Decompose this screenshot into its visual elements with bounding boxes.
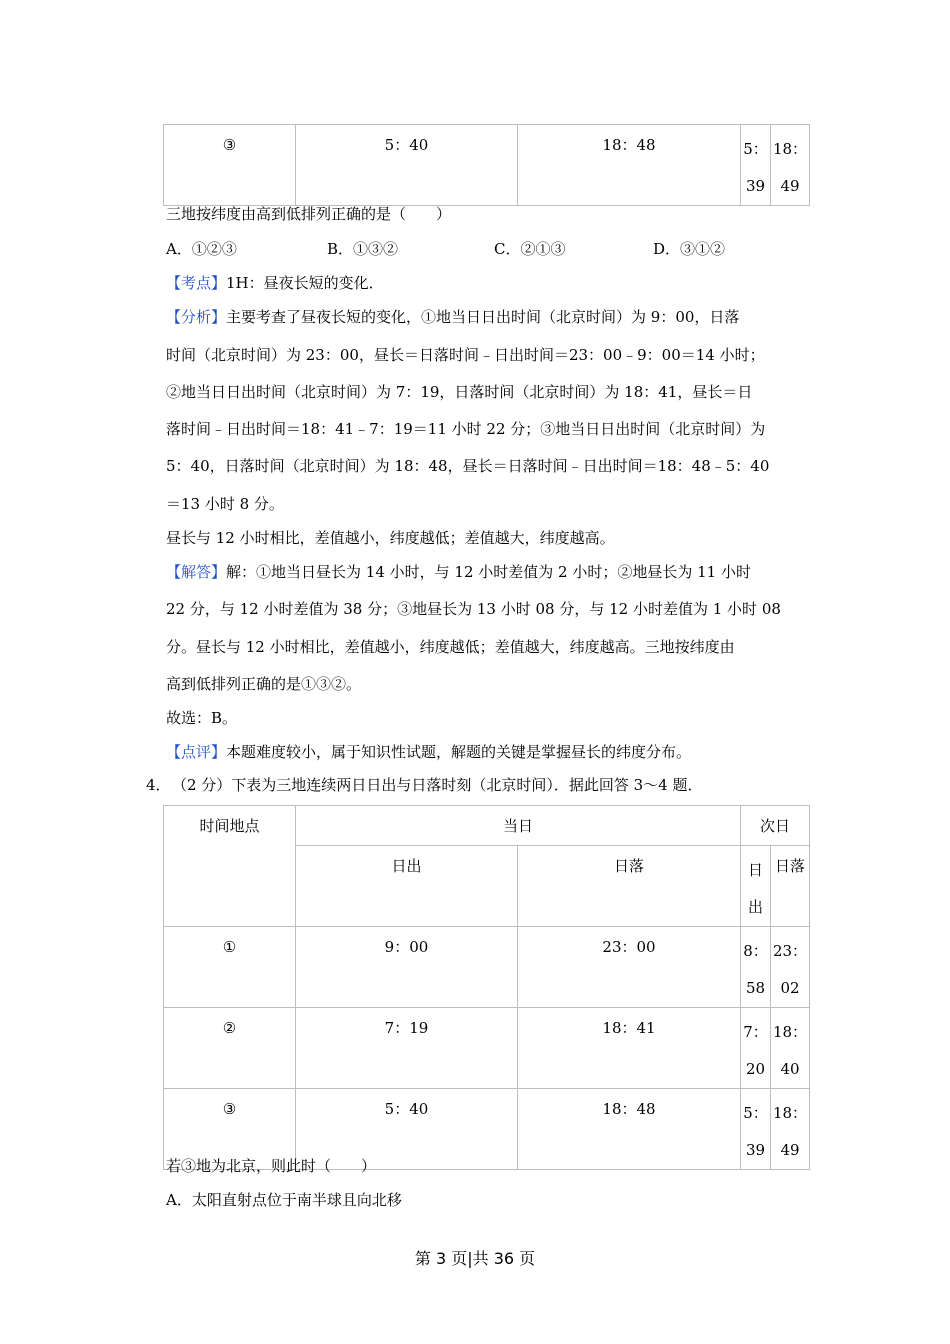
- fenxi-line: ＝13 小时 8 分。: [166, 495, 284, 513]
- dianping-tag: 【点评】: [166, 743, 227, 761]
- header-next: 次日: [741, 806, 810, 846]
- fenxi-line: 5：40，日落时间（北京时间）为 18：48，昼长＝日落时间﹣日出时间＝18：48﹣5：40: [166, 457, 770, 475]
- header-place: 时间地点: [164, 806, 296, 927]
- question-stem: 三地按纬度由高到低排列正确的是（ ）: [166, 205, 452, 223]
- header-rise: 日出: [296, 846, 518, 927]
- jieda-tag: 【解答】: [166, 563, 227, 581]
- fenxi-line: 落时间﹣日出时间＝18：41﹣7：19＝11 小时 22 分；③地当日日出时间（北京时间）为: [166, 420, 766, 438]
- table-cell: 5：40: [296, 125, 518, 206]
- table-cell: 5：40: [296, 1089, 518, 1170]
- table-cell: 18：49: [771, 1089, 810, 1170]
- table-row: [164, 1008, 810, 1089]
- dianping-text: 本题难度较小，属于知识性试题，解题的关键是掌握昼长的纬度分布。: [226, 743, 692, 761]
- dianping: [166, 742, 691, 762]
- table-cell: 18：49: [771, 125, 810, 206]
- table-cell: ①: [164, 927, 296, 1008]
- jieda: [166, 562, 751, 582]
- option-c: C．②①③: [494, 240, 566, 258]
- header-next-set: 日落: [771, 846, 810, 927]
- table-cell: 18：40: [771, 1008, 810, 1089]
- table-cell: 7：20: [741, 1008, 771, 1089]
- table-cell: 7：19: [296, 1008, 518, 1089]
- question-text: 若③地为北京，则此时（ ）: [166, 1157, 377, 1175]
- kaodian-tag: 【考点】: [166, 274, 227, 292]
- header-today: 当日: [296, 806, 741, 846]
- option-d: D．③①②: [653, 240, 726, 258]
- option-a: A．太阳直射点位于南半球且向北移: [166, 1191, 402, 1209]
- table-cell: 5：39: [741, 1089, 771, 1170]
- header-next-rise: 日出: [741, 846, 771, 927]
- jieda-line: 高到低排列正确的是①③②。: [166, 675, 362, 693]
- table-cell: 23：02: [771, 927, 810, 1008]
- jieda-line: 解：①地当日昼长为 14 小时，与 12 小时差值为 2 小时；②地昼长为 11 小时: [226, 563, 751, 581]
- question-stem: （2 分）下表为三地连续两日日出与日落时刻（北京时间）．据此回答 3～4 题．: [172, 776, 703, 794]
- fenxi-line: 昼长与 12 小时相比，差值越小，纬度越低；差值越大，纬度越高。: [166, 529, 615, 547]
- table-row: [164, 927, 810, 1008]
- table-cell: 18：41: [518, 1008, 741, 1089]
- kaodian: [166, 273, 384, 293]
- fenxi: [166, 307, 739, 327]
- table-cell: 8：58: [741, 927, 771, 1008]
- jieda-line: 分。昼长与 12 小时相比，差值越小，纬度越低；差值越大，纬度越高。三地按纬度由: [166, 638, 735, 656]
- option-a: A．①②③: [166, 240, 237, 258]
- table-cell: 18：48: [518, 1089, 741, 1170]
- option-b: B．①③②: [327, 240, 399, 258]
- page-footer: 第 3 页|共 36 页: [414, 1249, 536, 1268]
- table-cell: 18：48: [518, 125, 741, 206]
- table-cell: 9：00: [296, 927, 518, 1008]
- table-cell: 5：39: [741, 125, 771, 206]
- table-cell: 23：00: [518, 927, 741, 1008]
- jieda-line: 故选：B。: [166, 709, 238, 727]
- table-cell: ②: [164, 1008, 296, 1089]
- kaodian-text: 1H：昼夜长短的变化．: [226, 274, 384, 292]
- jieda-line: 22 分，与 12 小时差值为 38 分；③地昼长为 13 小时 08 分，与 12 小时差值为 1 小时 08: [166, 600, 781, 618]
- table-cell: ③: [164, 1089, 296, 1170]
- top-table: [163, 124, 810, 206]
- fenxi-line: ②地当日日出时间（北京时间）为 7：19，日落时间（北京时间）为 18：41，昼长＝日: [166, 383, 753, 401]
- question-number: 4．: [146, 776, 171, 794]
- table-cell: ③: [164, 125, 296, 206]
- fenxi-tag: 【分析】: [166, 308, 227, 326]
- sun-times-table: [163, 805, 810, 1170]
- header-set: 日落: [518, 846, 741, 927]
- fenxi-line: 主要考查了昼夜长短的变化，①地当日日出时间（北京时间）为 9：00，日落: [226, 308, 740, 326]
- fenxi-line: 时间（北京时间）为 23：00，昼长＝日落时间﹣日出时间＝23：00﹣9：00＝14 小时；: [166, 346, 765, 364]
